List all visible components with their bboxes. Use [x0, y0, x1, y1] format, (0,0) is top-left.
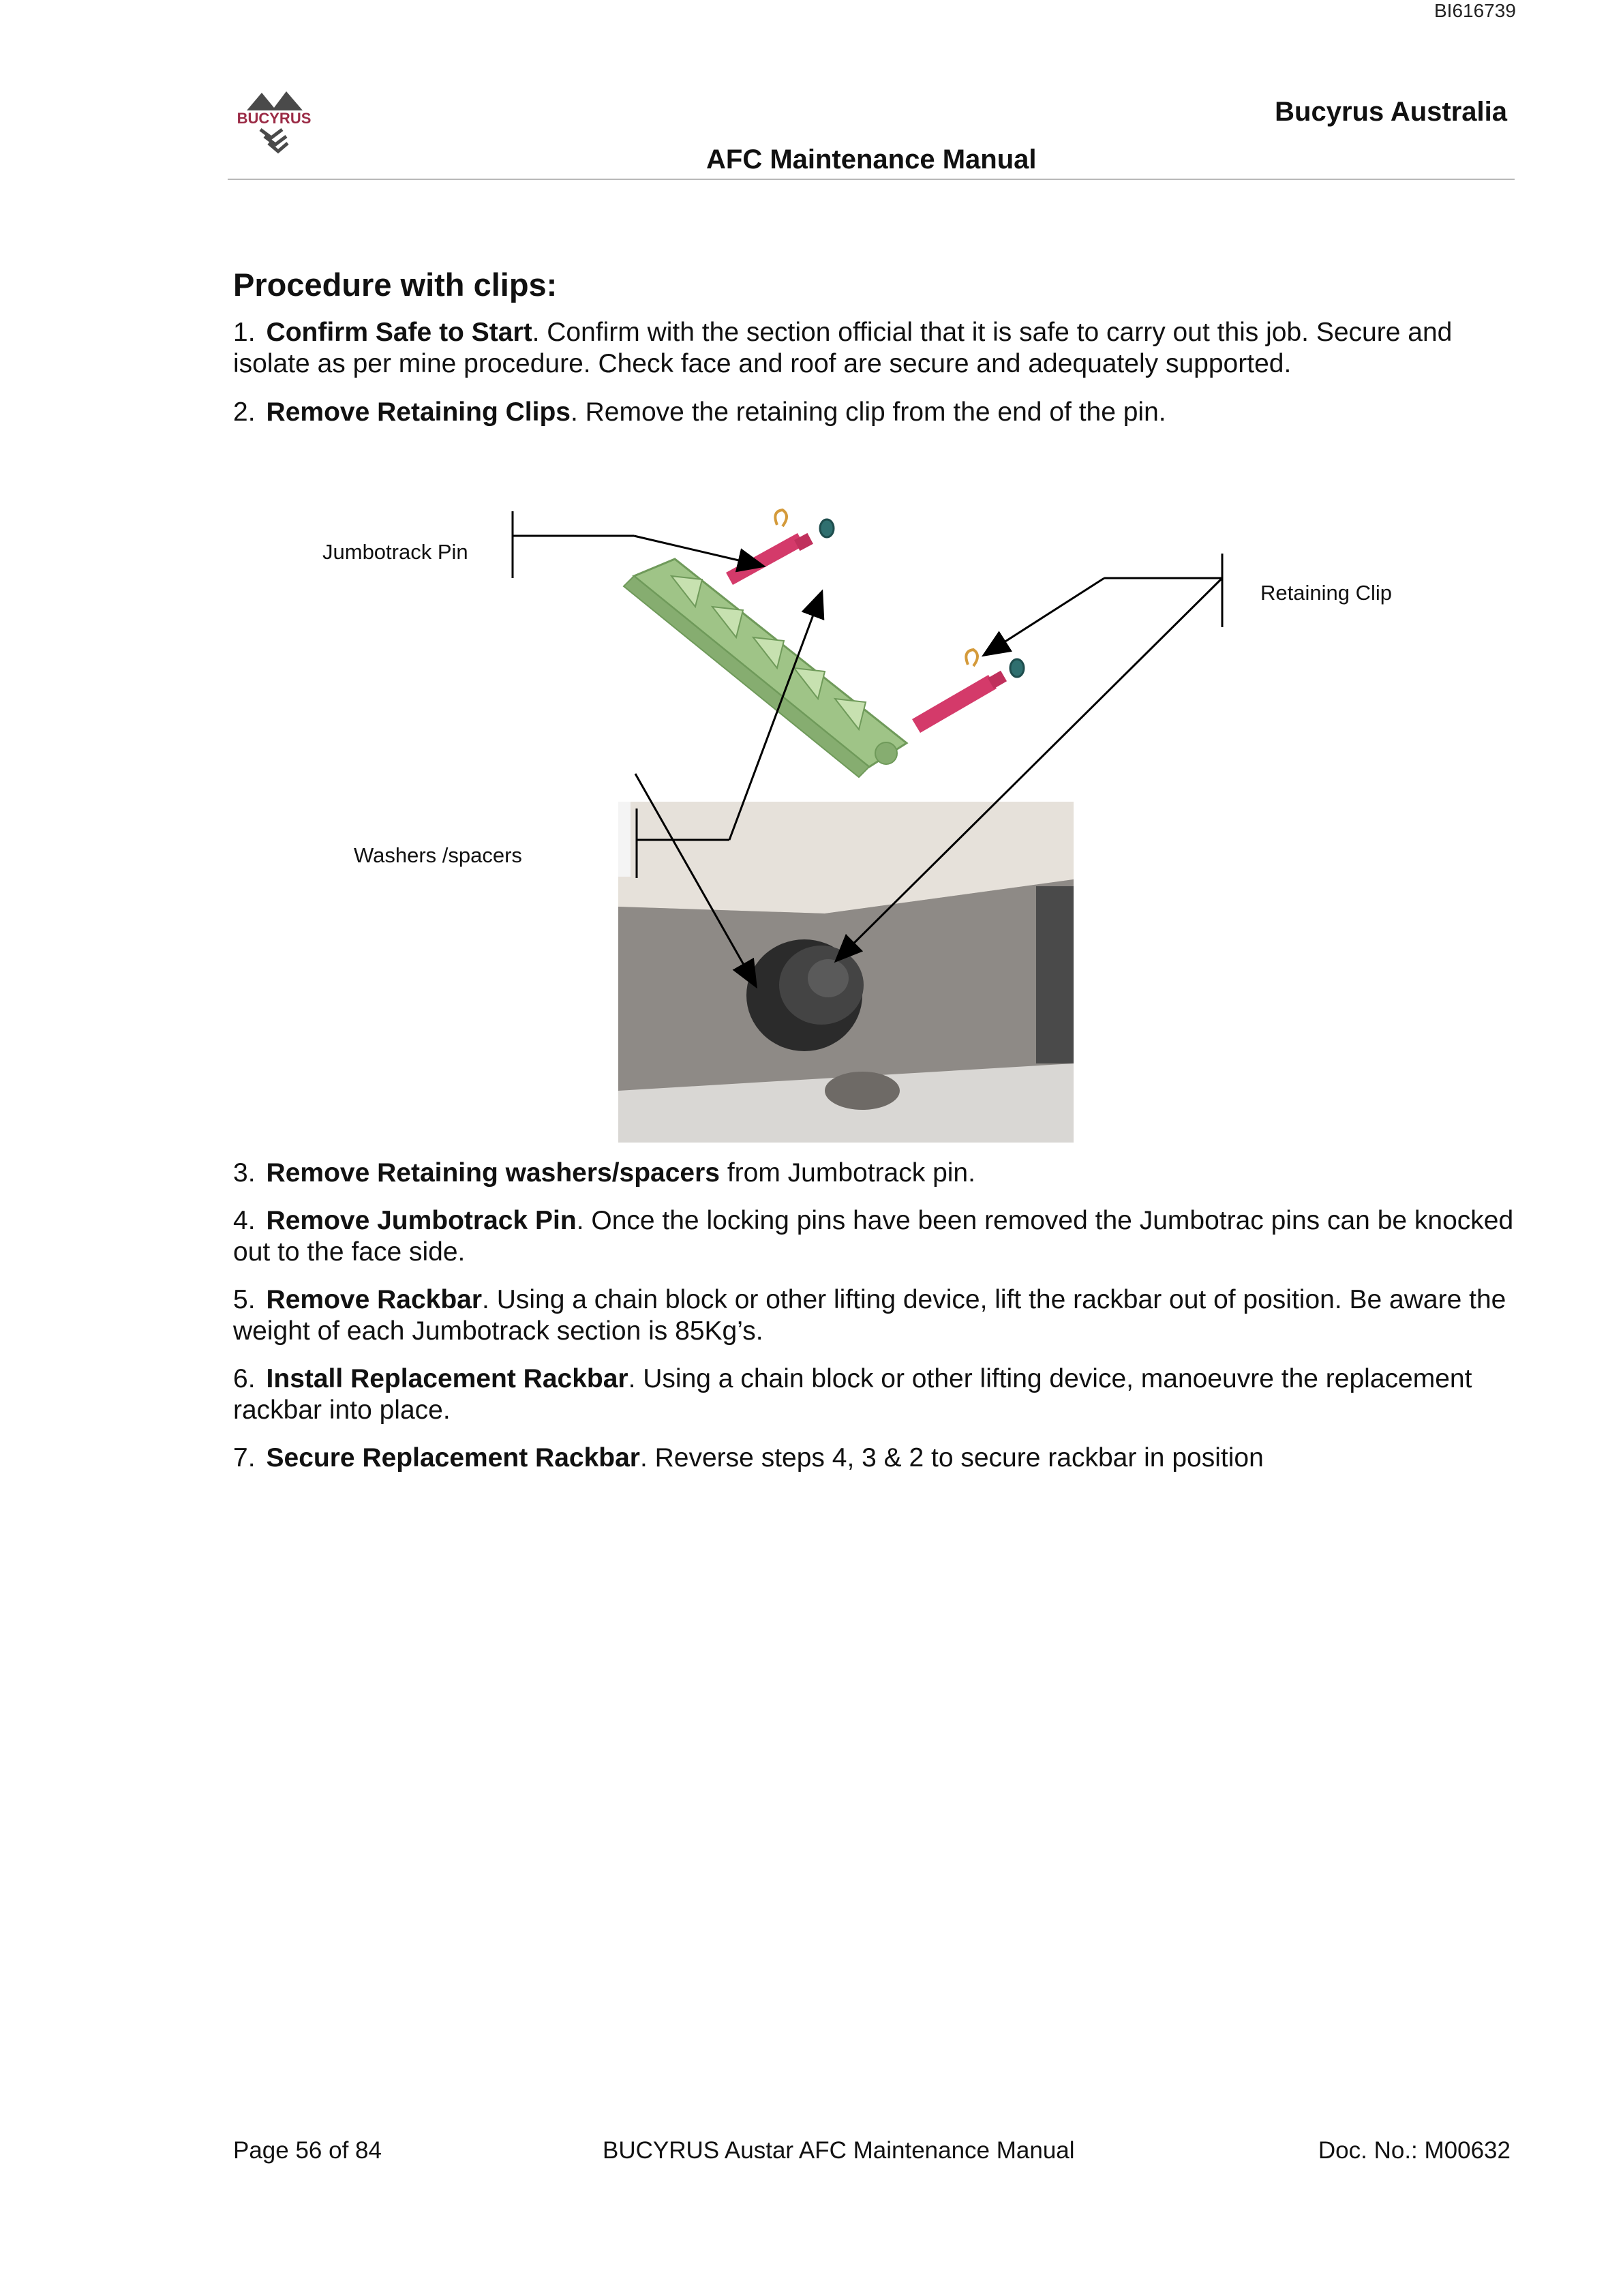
rackbar-figure — [0, 477, 1623, 1159]
step-title: Install Replacement Rackbar — [266, 1364, 628, 1393]
step-2 — [233, 397, 1515, 428]
rackbar-diagram — [0, 477, 1623, 1159]
bucyrus-logo — [219, 87, 329, 157]
jumbotrack-pin-top — [726, 510, 834, 585]
step-7 — [233, 1442, 1515, 1474]
step-1 — [233, 317, 1515, 380]
footer-title: BUCYRUS Austar AFC Maintenance Manual — [603, 2137, 1075, 2164]
step-text: . Using a chain block or other lifting device, manoeuvre the replacement rackbar into place. — [233, 1364, 1472, 1425]
step-number: 1. — [233, 318, 256, 347]
header-divider — [228, 179, 1515, 180]
step-number: 6. — [233, 1364, 256, 1393]
step-3 — [233, 1158, 1515, 1189]
step-number: 2. — [233, 397, 256, 427]
step-text: . Once the locking pins have been removed the Jumbotrac pins can be knocked out to the face side. — [233, 1206, 1514, 1267]
step-title: Remove Rackbar — [266, 1285, 483, 1314]
callout-washers-spacers: Washers /spacers — [354, 843, 522, 867]
step-6 — [233, 1363, 1515, 1426]
document-reference: BI616739 — [1434, 0, 1516, 21]
step-number: 4. — [233, 1206, 256, 1235]
step-text: . Reverse steps 4, 3 & 2 to secure rackbar in position — [639, 1443, 1264, 1472]
step-number: 5. — [233, 1285, 256, 1314]
washer-photo — [618, 802, 1074, 1143]
step-4 — [233, 1205, 1515, 1268]
step-text: . Using a chain block or other lifting device, lift the rackbar out of position. Be aware the weight of each Jumbotrack section is 85Kg’s. — [233, 1285, 1506, 1346]
step-5 — [233, 1284, 1515, 1347]
manual-title: AFC Maintenance Manual — [706, 145, 1037, 175]
step-text: . Confirm with the section official that it is safe to carry out this job. Secure and isolate as per mine procedure. Check face and roof are secure and adequately supported. — [233, 318, 1453, 378]
jumbotrack-pin-bottom — [912, 650, 1024, 733]
step-number: 7. — [233, 1443, 256, 1472]
footer-page-number: Page 56 of 84 — [233, 2137, 382, 2164]
step-title: Remove Retaining washers/spacers — [266, 1158, 720, 1188]
step-title: Secure Replacement Rackbar — [266, 1443, 640, 1472]
footer-doc-number: Doc. No.: M00632 — [1318, 2137, 1511, 2164]
callout-retaining-clip: Retaining Clip — [1260, 581, 1392, 605]
callout-jumbotrack-pin: Jumbotrack Pin — [322, 540, 468, 564]
step-text: . Remove the retaining clip from the end of the pin. — [570, 397, 1166, 427]
company-name: Bucyrus Australia — [1275, 97, 1507, 127]
step-title: Remove Retaining Clips — [266, 397, 571, 427]
step-title: Confirm Safe to Start — [266, 318, 532, 347]
section-heading: Procedure with clips: — [233, 267, 558, 303]
step-title: Remove Jumbotrack Pin — [266, 1206, 577, 1235]
svg-text:BUCYRUS: BUCYRUS — [237, 110, 312, 127]
step-text: from Jumbotrack pin. — [720, 1158, 975, 1188]
step-number: 3. — [233, 1158, 256, 1188]
